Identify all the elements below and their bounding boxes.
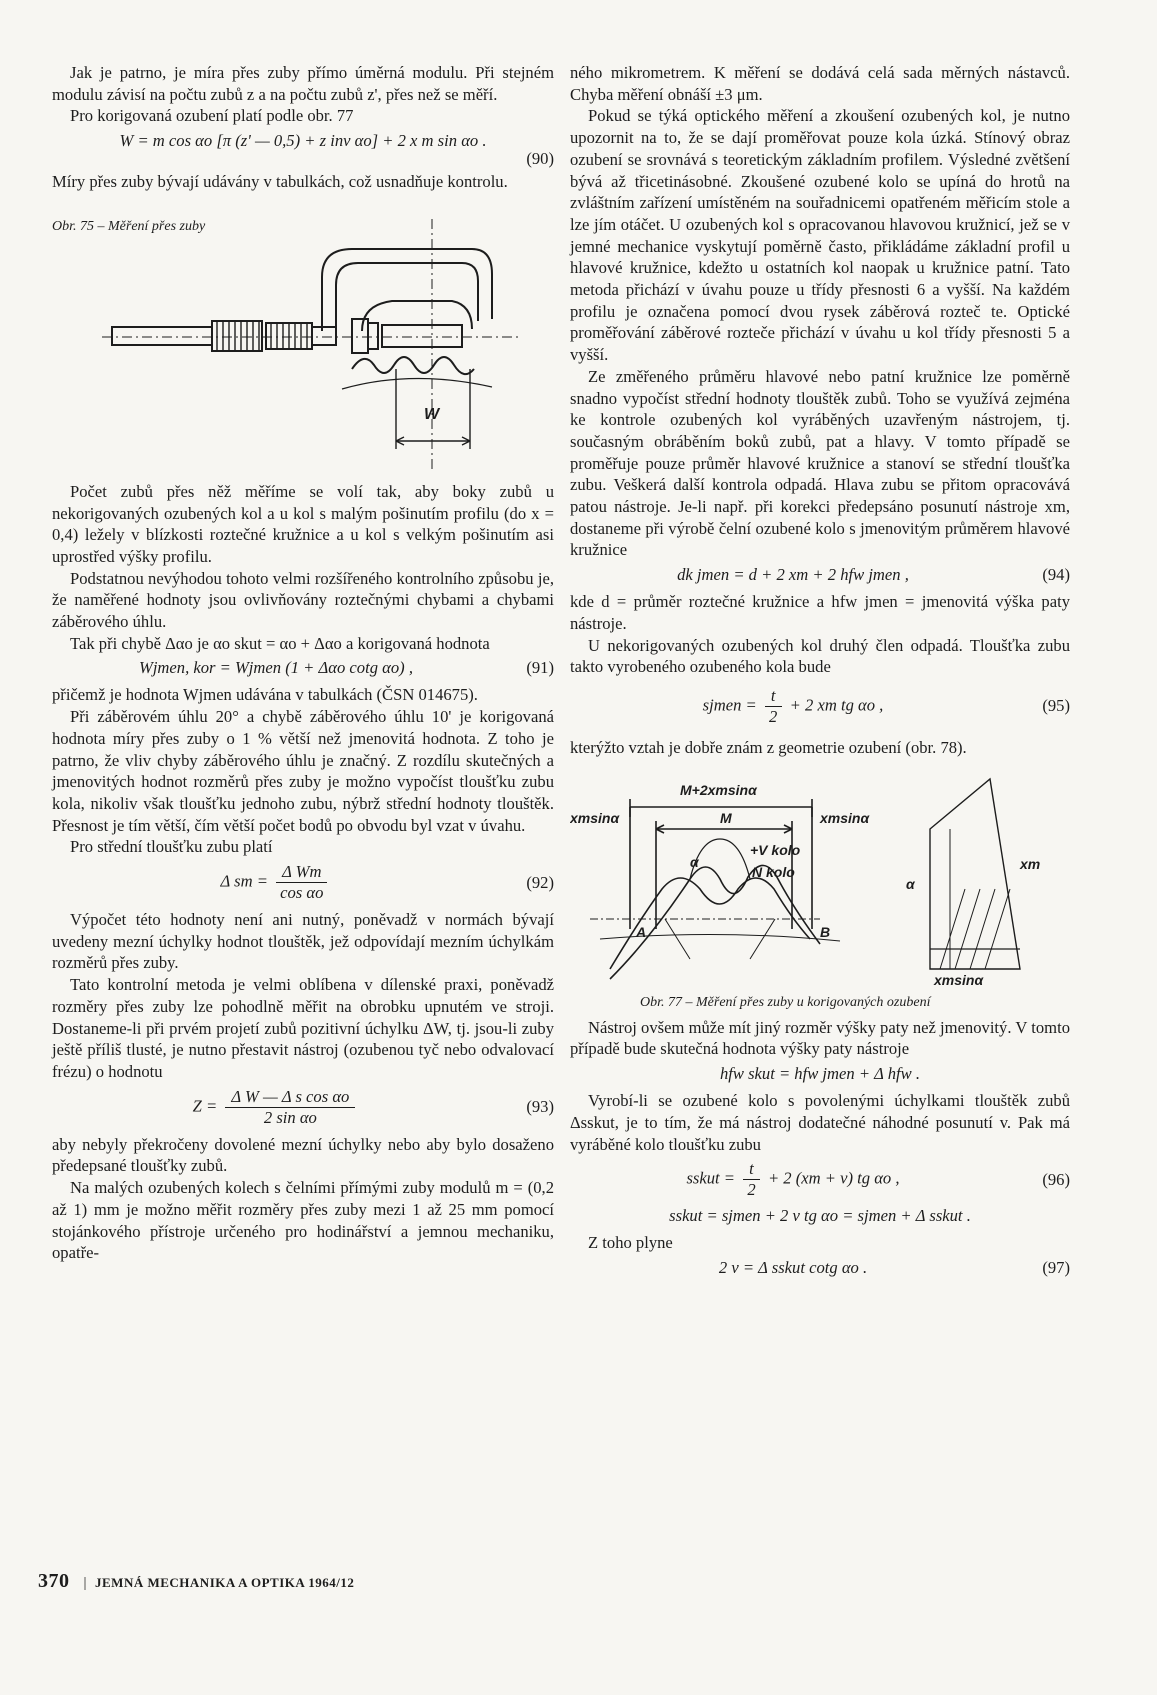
paragraph: Vyrobí-li se ozubené kolo s povolenými úchylkami tlouštěk zubů Δsskut, je to tím, že má nástroj dodatečné náhodné posunutí v. Pak má vyráběné kolo tloušťku zubu xyxy=(570,1091,1070,1154)
paragraph: Výpočet této hodnoty není ani nutný, poněvadž v normách bývají uvedeny mezní úchylky hodnot tlouštěk, jež odpovídají mezním úchylkám rozměrů přes zuby. xyxy=(52,910,554,973)
footer-separator: | xyxy=(83,1575,88,1591)
paragraph: přičemž je hodnota Wjmen udávána v tabulkách (ČSN 014675). xyxy=(52,685,478,705)
dim-label-xr: xmsinα xyxy=(820,809,870,826)
equation-body: 2 v = Δ sskut cotg αo . xyxy=(718,1257,868,1277)
equation-hfw xyxy=(570,1064,1070,1084)
paragraph: Ze změřeného průměru hlavové nebo patní kružnice lze poměrně snadno vypočíst střední hodnoty tlouštěk zubů. Toho se využívá zejména ke kontrole ozubených kol vyráběných uzavřeným nástrojem, tj. současným obráběním boků zubů, pat a hlavy. V tomto případě se proměřuje pouze průměr hlavové kružnice a stanoví se střední tloušťka zubu. Veškerá další kontrola odpadá. Hlava zubu se přitom opracovává patou nástroje. Je-li např. při korekci předepsáno posunutí nástroje xm, dostaneme při výrobě čelní ozubené kolo s jmenovitým průměrem hlavové kružnice xyxy=(570,366,1070,560)
denominator: 2 xyxy=(747,1180,756,1200)
equation-92 xyxy=(52,862,554,903)
equation-number: (91) xyxy=(526,658,554,678)
dim-label-m: M xyxy=(720,809,732,826)
denominator: 2 xyxy=(769,706,778,726)
paragraph: Jak je patrno, je míra přes zuby přímo úměrná modulu. Při stejném modulu závisí na počtu zubů z a na počtu zubů z', přes než se měří. xyxy=(52,63,554,104)
numerator: t xyxy=(743,1159,760,1180)
dim-label-top: M+2xmsinα xyxy=(680,781,757,798)
equation-right: + 2 (xm + v) tg αo , xyxy=(767,1168,900,1188)
fraction xyxy=(743,1159,760,1200)
equation-number: (96) xyxy=(1042,1169,1070,1189)
paragraph: Pro střední tloušťku zubu platí xyxy=(70,837,273,857)
paragraph: Podstatnou nevýhodou tohoto velmi rozšířeného kontrolního způsobu je, že naměřené hodnoty jsou ovlivňovány roztečnými chybami a chybami záběrového úhlu. xyxy=(52,568,554,632)
alpha-label: α xyxy=(690,853,699,870)
figure-caption: Obr. 75 – Měření přes zuby xyxy=(52,218,206,234)
paragraph: Z toho plyne xyxy=(588,1233,673,1253)
equation-body: hfw skut = hfw jmen + Δ hfw . xyxy=(719,1064,921,1084)
figure-caption: Obr. 77 – Měření přes zuby u korigovaných ozubení xyxy=(640,994,931,1010)
equation-number: (95) xyxy=(1042,696,1070,716)
side-alpha-label: α xyxy=(906,875,915,892)
paragraph: Pro korigovaná ozubení platí podle obr. 77 xyxy=(70,106,354,126)
paragraph: aby nebyly překročeny dovolené mezní úchylky nebo aby bylo dosaženo předepsané tloušťky zubů. xyxy=(52,1134,554,1176)
side-bottom-label: xmsinα xyxy=(934,971,984,988)
paragraph: kde d = průměr roztečné kružnice a hfw jmen = jmenovitá výška paty nástroje. xyxy=(570,592,1070,633)
denominator: 2 sin αo xyxy=(263,1107,317,1127)
right-column xyxy=(570,62,1070,1284)
numerator: t xyxy=(765,686,782,707)
point-a-label: A xyxy=(636,923,647,940)
paragraph: Na malých ozubených kolech s čelními přímými zuby modulů m = (0,2 až 1) mm je možno měřit rozměry přes zuby mezi 1 až 25 mm pomocí stojánkového přístroje určeného pro hodinářství a jemnou mechaniku, opatře- xyxy=(52,1178,554,1263)
figure-75 xyxy=(52,219,554,481)
equation-number: (92) xyxy=(526,872,554,892)
equation-right: + 2 xm tg αo , xyxy=(789,695,884,715)
left-column xyxy=(52,62,554,1264)
paragraph: ného mikrometrem. K měření se dodává celá sada měrných nástavců. Chyba měření obnáší ±3 μm. xyxy=(570,63,1070,104)
paragraph: Při záběrovém úhlu 20° a chybě záběrového úhlu 10' je korigovaná hodnota míry přes zuby o 1 % větší než jmenovitá hodnota. Z toho je patrno, že vliv chyby záběrového úhlu je značný. Z rozdílu skutečných a jmenovitých hodnot rozměrů přes zuby je možno vypočíst tloušťku zubu kola, nikoliv však tloušťku jednoho zubu, nýbrž střední hodnoty tlouštěk. Přesnost je tím větší, čím větší počet bodů po obvodu byl vzat v úvahu. xyxy=(52,707,554,835)
numerator: Δ Wm xyxy=(276,862,327,883)
corrected-gear-drawing xyxy=(570,769,1070,1001)
equation-left: sjmen = xyxy=(702,695,757,715)
denominator: cos αo xyxy=(280,883,324,903)
fraction xyxy=(225,1087,355,1128)
point-b-label: B xyxy=(820,923,831,940)
paragraph: kterýžto vztah je dobře znám z geometrie ozubení (obr. 78). xyxy=(570,737,967,757)
fraction xyxy=(276,862,327,903)
dim-label-xl: xmsinα xyxy=(570,809,620,826)
paragraph: Pokud se týká optického měření a zkoušení ozubených kol, je nutno upozornit na to, že se dají proměřovat pouze kola úzká. Stínový obraz ozubení se srovnává s teoretickým základním profilem. Výsledné zvětšení bývá až třicetinásobné. Zkoušené ozubené kolo se upíná do hrotů na zvláštním zařízení umístěném na souřadnicemi opatřeném měřicím stole a lze jím otáčet. U ozubených kol s opracovanou hlavovou kružnicí, jež se v jemné mechanice vyskytují poměrně často, přikládáme základní profil u hlavové kružnice, kdežto u ostatních kol naopak u kružnice patní. Tato metoda přichází v úvahu pouze u třídy přesnosti 6 a vyšší. Na každém profilu je označena pomocí dvou rysek záběrová rozteč te. Optické proměřování záběrové rozteče přichází v úvahu u kol třídy přesnosti 5 a vyšší. xyxy=(570,106,1070,365)
paragraph: Míry přes zuby bývají udávány v tabulkách, což usnadňuje kontrolu. xyxy=(52,172,508,192)
side-xm-label: xm xyxy=(1020,855,1041,872)
page-footer xyxy=(38,1570,354,1593)
equation-body: dk jmen = d + 2 xm + 2 hfw jmen , xyxy=(677,565,909,585)
v-label: +V kolo xyxy=(750,841,801,858)
equation-97 xyxy=(570,1258,1070,1278)
equation-left: Z = xyxy=(192,1096,218,1115)
equation-94 xyxy=(570,565,1070,585)
equation-96 xyxy=(570,1159,1070,1200)
fraction xyxy=(765,686,782,727)
equation-left: sskut = xyxy=(686,1168,736,1188)
equation-96b xyxy=(570,1206,1070,1226)
micrometer-drawing xyxy=(52,219,552,481)
figure-77 xyxy=(570,769,1070,1017)
journal-title: JEMNÁ MECHANIKA A OPTIKA 1964/12 xyxy=(95,1575,355,1590)
paragraph: Nástroj ovšem může mít jiný rozměr výšky paty než jmenovitý. V tomto případě bude skutečná hodnota výšky paty nástroje xyxy=(570,1017,1070,1059)
equation-number: (93) xyxy=(526,1097,554,1117)
equation-93 xyxy=(52,1087,554,1128)
equation-90 xyxy=(52,131,554,151)
paragraph: Počet zubů přes něž měříme se volí tak, aby boky zubů u nekorigovaných ozubených kol a u kol s malým pošinutím profilu (do x = 0,4) ležely v blízkosti roztečné kružnice a u kol s velkým pošinutím asi uprostřed výšky profilu. xyxy=(52,481,554,566)
equation-left: Δ sm = xyxy=(220,871,268,891)
equation-number: (97) xyxy=(1042,1257,1070,1277)
equation-body: sskut = sjmen + 2 v tg αo = sjmen + Δ sskut . xyxy=(669,1206,971,1226)
equation-number: (94) xyxy=(1042,565,1070,585)
paragraph: U nekorigovaných ozubených kol druhý člen odpadá. Tloušťka zubu takto vyrobeného ozubeného kola bude xyxy=(570,635,1070,677)
equation-body: Wjmen, kor = Wjmen (1 + Δαo cotg αo) , xyxy=(139,658,413,678)
dimension-label: W xyxy=(424,405,440,423)
paragraph: Tato kontrolní metoda je velmi oblíbena v dílenské praxi, poněvadž rozměry přes zuby lze pohodlně měřit na obrobku upnutém ve stroji. Dostaneme-li při prvém projetí zubů pozitivní úchylku ΔW, tj. jsou-li zuby ještě příliš tlusté, je nutno přestavit nástroj (ozubenou tyč nebo odvalovací frézu) o hodnotu xyxy=(52,975,554,1081)
n-label: N kolo xyxy=(752,863,795,880)
numerator: Δ W — Δ s cos αo xyxy=(225,1087,355,1108)
paragraph: Tak při chybě Δαo je αo skut = αo + Δαo a korigovaná hodnota xyxy=(70,633,490,653)
page-number: 370 xyxy=(38,1570,70,1592)
equation-95 xyxy=(570,686,1070,727)
equation-body: W = m cos αo [π (z' — 0,5) + z inv αo] + 2 x m sin αo . xyxy=(119,131,487,151)
equation-number: (90) xyxy=(526,149,554,169)
equation-91 xyxy=(52,658,554,678)
